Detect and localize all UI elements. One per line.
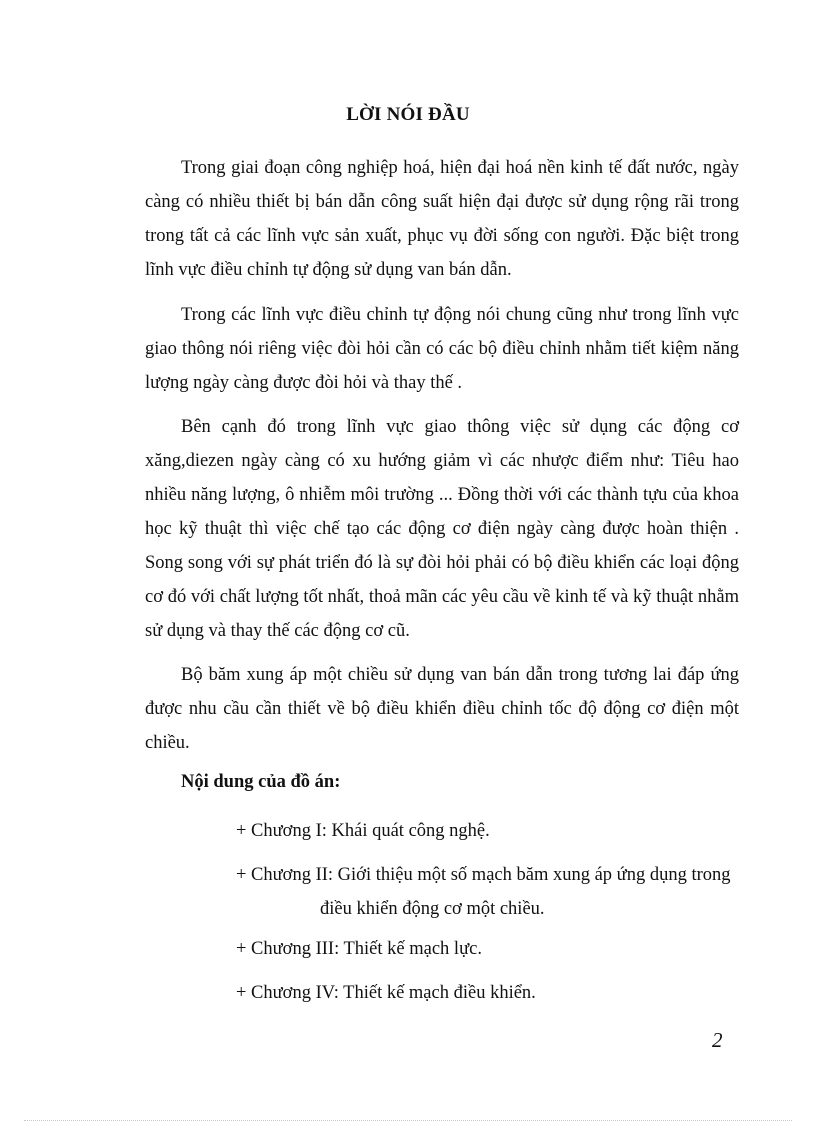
chapter-label: + Chương I: Khái quát công nghệ. [236, 821, 490, 841]
intro-paragraph-3: Bên cạnh đó trong lĩnh vực giao thông việc sử dụng các động cơ xăng,diezen ngày càng có xu hướng giảm vì các nhược điểm như: Tiêu hao nhiều năng lượng, ô nhiễm môi trường ... Đồng thời với các thành tựu của khoa học kỹ thuật thì việc chế tạo các động cơ điện ngày càng được hoàn thiện . Song song với sự phát triển đó là sự đòi hỏi phải có bộ điều khiển các loại động cơ đó với chất lượng tốt nhất, thoả mãn các yêu cầu về kinh tế và kỹ thuật nhằm sử dụng và thay thế các động cơ cũ. [145, 417, 739, 641]
page-number: 2 [712, 1028, 723, 1052]
chapter-item [236, 814, 740, 848]
footer-divider [24, 1120, 792, 1121]
chapter-label: + Chương II: Giới thiệu một số mạch băm xung áp ứng dụng trong [236, 865, 731, 885]
chapter-label: + Chương IV: Thiết kế mạch điều khiển. [236, 983, 536, 1003]
page-title: LỜI NÓI ĐẦU [346, 104, 470, 125]
intro-paragraph-2: Trong các lĩnh vực điều chỉnh tự động nói chung cũng như trong lĩnh vực giao thông nói riêng việc đòi hỏi cần có các bộ điều chỉnh nhằm tiết kiệm năng lượng ngày càng được đòi hỏi và thay thế . [145, 305, 739, 393]
intro-paragraph-1: Trong giai đoạn công nghiệp hoá, hiện đại hoá nền kinh tế đất nước, ngày càng có nhiều thiết bị bán dẫn công suất hiện đại được sử dụng rộng rãi trong trong tất cả các lĩnh vực sản xuất, phục vụ đời sống con người. Đặc biệt trong lĩnh vực điều chỉnh tự động sử dụng van bán dẫn. [145, 158, 739, 280]
contents-heading: Nội dung của đồ án: [181, 772, 341, 792]
chapter-item [236, 976, 740, 1010]
chapter-item [236, 932, 740, 966]
chapter-label: + Chương III: Thiết kế mạch lực. [236, 939, 482, 959]
chapter-label-continuation: điều khiển động cơ một chiều. [320, 899, 545, 919]
intro-paragraph-4: Bộ băm xung áp một chiều sử dụng van bán dẫn trong tương lai đáp ứng được nhu cầu cần thiết về bộ điều khiển điều chỉnh tốc độ động cơ điện một chiều. [145, 665, 739, 753]
chapter-item [236, 858, 740, 926]
